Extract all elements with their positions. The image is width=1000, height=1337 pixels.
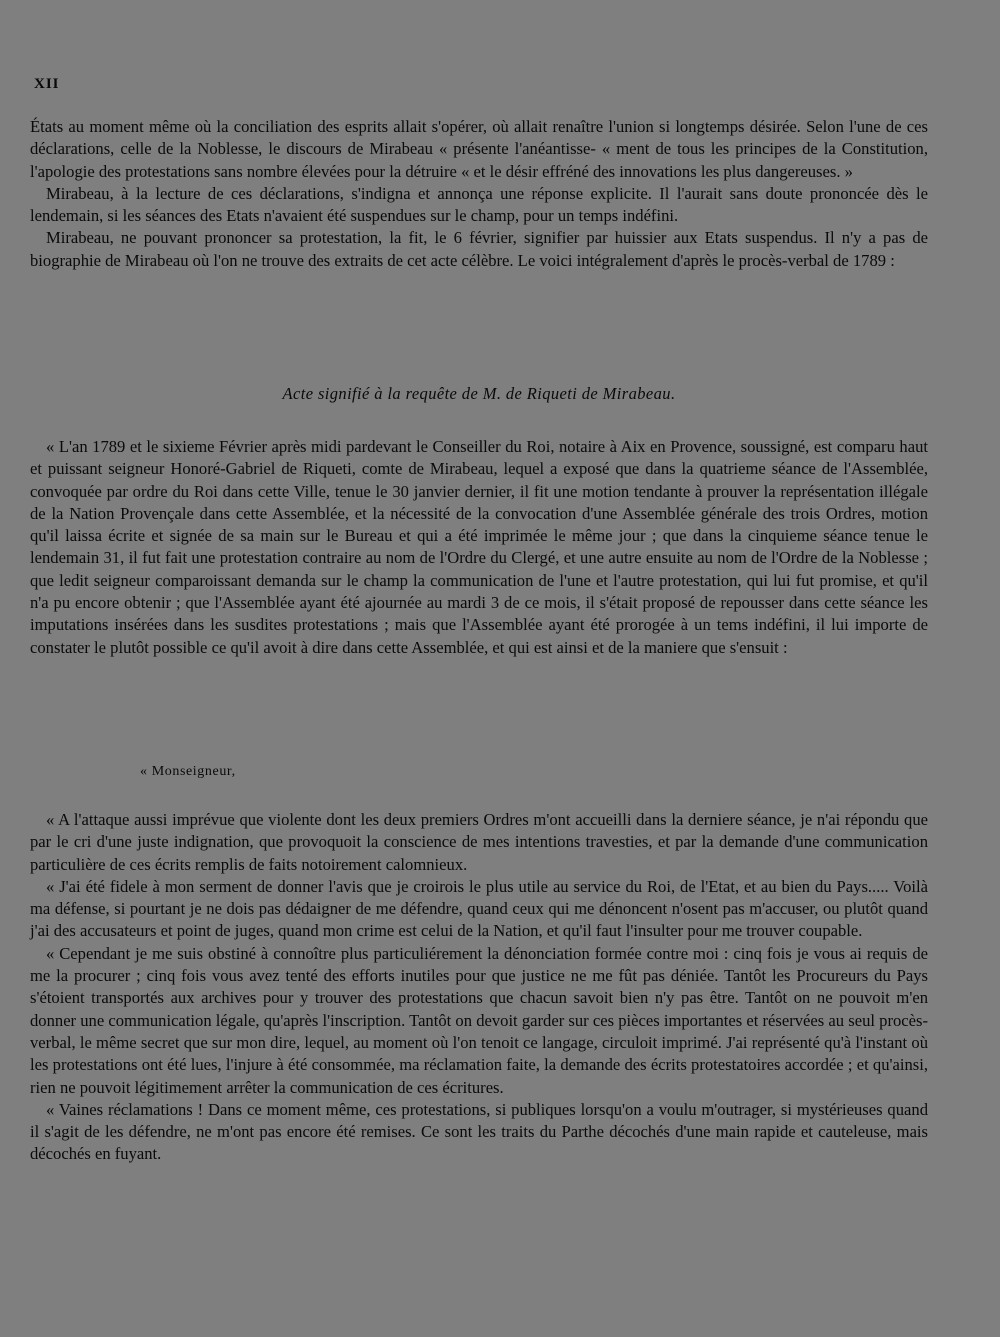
intro-paragraph: Mirabeau, ne pouvant prononcer sa protestation, la fit, le 6 février, signifier par huissier aux Etats suspendus. Il n'y a pas de biographie de Mirabeau où l'on ne trouve des extraits de cet acte célèbre. Le voici intégralement d'après le procès-verbal de 1789 : [30, 228, 928, 270]
page-number: XII [34, 76, 60, 92]
intro-text [30, 116, 928, 272]
act-title: Acte signifié à la requête de M. de Riqueti de Mirabeau. [282, 384, 676, 403]
letter-paragraph: « J'ai été fidele à mon serment de donner l'avis que je croirois le plus utile au service du Roi, de l'Etat, et au bien du Pays..... Voilà ma défense, si pourtant je ne dois pas dédaigner de me défendre, quand ceux qui me dénoncent n'osent pas m'accuser, ou plutôt quand j'ai des accusateurs et point de juges, quand mon crime est celui de la Nation, et qu'il faut l'insulter pour me trouver coupable. [30, 876, 928, 941]
letter-text [30, 809, 928, 1166]
letter-salutation: « Monseigneur, [140, 764, 236, 779]
act-text [30, 436, 928, 659]
letter-paragraph: « Cependant je me suis obstiné à connoître plus particuliérement la dénonciation formée contre moi : cinq fois je vous ai requis de me la procurer ; cinq fois vous avez tenté des efforts inutiles pour que justice ne me fût pas déniée. Tantôt les Procureurs du Pays s'étoient transportés aux archives pour y trouver des protestations que chacun savoit bien n'y pas être. Tantôt on ne pouvoit m'en donner une communication légale, qu'après l'inscription. Tantôt on devoit garder sur ces pièces importantes et réservées au seul procès-verbal, le même secret que sur mon dire, lequel, au moment où l'on tenoit ce langage, circuloit imprimé. J'ai représenté qu'à l'instant où les protestations ont été lues, l'injure à été consommée, ma réclamation faite, la demande des écrits protestatoires accordée ; et qu'ainsi, rien ne pouvoit légitimement arrêter la communication de ces écritures. [30, 943, 928, 1097]
intro-paragraph: Mirabeau, à la lecture de ces déclarations, s'indigna et annonça une réponse explicite. Il l'aurait sans doute prononcée dès le lendemain, si les séances des Etats n'avaient été suspendues sur le champ, pour un temps indéfini. [30, 183, 928, 226]
letter-paragraph: « A l'attaque aussi imprévue que violente dont les deux premiers Ordres m'ont accueilli dans la derniere séance, je n'ai répondu que par le cri d'une juste indignation, que provoquoit la conscience de mes intentions travesties, et par la demande d'une communication particulière de ces écrits remplis de faits notoirement calomnieux. [30, 810, 928, 874]
act-paragraph: « L'an 1789 et le sixieme Février après midi pardevant le Conseiller du Roi, notaire à Aix en Provence, soussigné, est comparu haut et puissant seigneur Honoré-Gabriel de Riqueti, comte de Mirabeau, lequel a exposé que dans la quatrieme séance de l'Assemblée, convoquée par ordre du Roi dans cette Ville, tenue le 30 janvier dernier, il fit une motion tendante à prouver la représentation illégale de la Nation Provençale dans cette Assemblée, et la nécessité de la convocation d'une Assemblée générale des trois Ordres, motion qu'il laissa écrite et signée de sa main sur le Bureau et qui a été imprimée le même jour ; que dans la cinquieme séance tenue le lendemain 31, il fut fait une protestation contraire au nom de l'Ordre du Clergé, et une autre ensuite au nom de l'Ordre de la Noblesse ; que ledit seigneur comparoissant demanda sur le champ la communication de l'une et l'autre protestation, qui lui fut promise, et qu'il n'a pu encore obtenir ; que l'Assemblée ayant été ajournée au mardi 3 de ce mois, il s'était proposé de repousser dans cette séance les imputations insérées dans les susdites protestations ; mais que l'Assemblée ayant été prorogée à un tems indéfini, il lui importe de constater le plutôt possible ce qu'il avoit à dire dans cette Assemblée, et qui est ainsi et de la maniere que s'ensuit : [30, 437, 928, 657]
letter-paragraph: « Vaines réclamations ! Dans ce moment même, ces protestations, si publiques lorsqu'on a voulu m'outrager, si mystérieuses quand il s'agit de les défendre, ne m'ont pas encore été remises. Ce sont les traits du Parthe décochés d'une main rapide et cauteleuse, mais décochés en fuyant. [30, 1099, 928, 1164]
intro-paragraph: États au moment même où la conciliation des esprits allait s'opérer, où allait renaître l'union si longtemps désirée. Selon l'une de ces déclarations, celle de la Noblesse, le discours de Mirabeau « présente l'anéantisse- « ment de tous les principes de la Constitution, l'apologie des protestations sans nombre élevées pour la détruire « et le désir effréné des innovations les plus dangereuses. » [30, 117, 928, 181]
